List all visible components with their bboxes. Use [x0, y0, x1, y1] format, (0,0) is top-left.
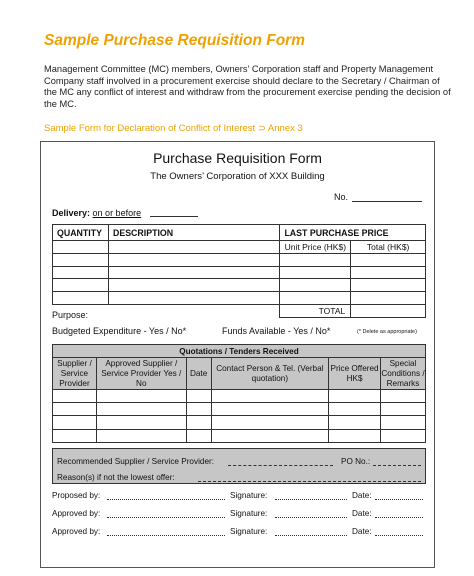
date-header: Date — [186, 358, 211, 390]
approved-by-label: Approved by: — [52, 509, 101, 518]
signature-label: Signature: — [230, 527, 268, 536]
contact-header: Contact Person & Tel. (Verbal quotation) — [211, 358, 329, 390]
table-cell[interactable] — [108, 241, 279, 254]
delivery-field[interactable] — [150, 216, 198, 217]
delivery-label-text: Delivery: — [52, 208, 91, 218]
table-cell[interactable] — [186, 403, 211, 416]
table-cell[interactable] — [380, 416, 425, 429]
remarks-header: Special Conditions / Remarks — [381, 358, 425, 388]
date-field[interactable] — [375, 535, 423, 536]
table-cell[interactable] — [53, 266, 109, 279]
approved-by-field[interactable] — [107, 535, 225, 536]
table-cell[interactable] — [53, 416, 97, 429]
table-row — [53, 266, 426, 279]
table-cell[interactable] — [53, 429, 97, 442]
table-cell[interactable] — [380, 403, 425, 416]
table-cell[interactable] — [280, 253, 351, 266]
purpose-label: Purpose: — [52, 310, 89, 320]
table-cell[interactable] — [351, 279, 426, 292]
po-no-label: PO No.: — [341, 457, 371, 466]
table-cell[interactable] — [96, 403, 186, 416]
total-hk-header: Total (HK$) — [351, 241, 426, 254]
po-no-field[interactable] — [373, 465, 421, 466]
table-cell[interactable] — [96, 416, 186, 429]
table-cell[interactable] — [108, 266, 279, 279]
table-cell[interactable] — [211, 429, 329, 442]
table-cell[interactable] — [280, 266, 351, 279]
table-cell[interactable] — [96, 390, 186, 403]
table-cell[interactable] — [108, 292, 279, 305]
no-label: No. — [334, 192, 349, 202]
table-cell[interactable] — [329, 390, 381, 403]
signature-label: Signature: — [230, 491, 268, 500]
table-cell[interactable] — [53, 241, 109, 254]
budgeted-expenditure: Budgeted Expenditure - Yes / No* — [52, 326, 187, 336]
table-cell[interactable] — [108, 279, 279, 292]
table-cell[interactable] — [380, 429, 425, 442]
table-row — [53, 279, 426, 292]
table-row — [53, 390, 426, 403]
price-header: Price Offered HK$ — [329, 358, 381, 390]
table-cell[interactable] — [380, 390, 425, 403]
date-label: Date: — [352, 527, 372, 536]
table-cell[interactable] — [351, 292, 426, 305]
proposed-by-field[interactable] — [107, 499, 225, 500]
date-field[interactable] — [375, 499, 423, 500]
annex-subheading: Sample Form for Declaration of Conflict of Interest ⊃ Annex 3 — [44, 123, 303, 134]
items-table — [52, 224, 426, 318]
table-cell[interactable] — [53, 253, 109, 266]
approved-by-field[interactable] — [107, 517, 225, 518]
funds-available: Funds Available - Yes / No* — [222, 326, 331, 336]
signature-field[interactable] — [275, 535, 347, 536]
table-cell[interactable] — [96, 429, 186, 442]
table-row — [53, 403, 426, 416]
form-title: Purchase Requisition Form — [153, 150, 322, 166]
signature-field[interactable] — [275, 517, 347, 518]
total-value-cell[interactable] — [351, 304, 426, 317]
form-subtitle: The Owners’ Corporation of XXX Building — [150, 171, 325, 182]
total-label: TOTAL — [280, 304, 351, 317]
intro-paragraph: Management Committee (MC) members, Owners’ Corporation staff and Property Management Company staff involved in a procurement exercise should declare to the Secretary / Chairman of the MC any conflict of interest and withdraw from the procurement exercise pending the decision of the MC. — [44, 64, 451, 109]
delivery-label — [52, 208, 141, 218]
last-price-header: LAST PURCHASE PRICE — [280, 225, 426, 241]
table-cell[interactable] — [351, 266, 426, 279]
table-cell[interactable] — [53, 403, 97, 416]
table-cell[interactable] — [211, 416, 329, 429]
date-label: Date: — [352, 491, 372, 500]
table-row — [53, 292, 426, 305]
table-cell[interactable] — [329, 403, 381, 416]
table-row — [53, 253, 426, 266]
table-cell[interactable] — [280, 279, 351, 292]
table-cell[interactable] — [53, 279, 109, 292]
table-cell[interactable] — [329, 416, 381, 429]
table-cell[interactable] — [186, 390, 211, 403]
quotations-caption: Quotations / Tenders Received — [53, 345, 426, 358]
recommended-supplier-label: Recommended Supplier / Service Provider: — [57, 457, 214, 466]
table-cell[interactable] — [351, 253, 426, 266]
date-label: Date: — [352, 509, 372, 518]
table-row — [53, 416, 426, 429]
table-cell[interactable] — [108, 253, 279, 266]
approved-supplier-header: Approved Supplier / Service Provider Yes / No — [96, 358, 186, 390]
date-field[interactable] — [375, 517, 423, 518]
page-title: Sample Purchase Requisition Form — [44, 32, 305, 49]
signature-field[interactable] — [275, 499, 347, 500]
quantity-header: QUANTITY — [53, 225, 109, 241]
table-cell[interactable] — [53, 390, 97, 403]
table-cell[interactable] — [211, 390, 329, 403]
delivery-value: on or before — [92, 208, 142, 218]
supplier-header: Supplier / Service Provider — [53, 358, 97, 390]
table-cell[interactable] — [329, 429, 381, 442]
table-cell[interactable] — [186, 416, 211, 429]
reasons-field[interactable] — [198, 481, 421, 482]
proposed-by-label: Proposed by: — [52, 491, 101, 500]
empty-cell — [108, 304, 279, 317]
footnote: (* Delete as appropriate) — [357, 329, 417, 335]
approved-by-label: Approved by: — [52, 527, 101, 536]
table-cell[interactable] — [211, 403, 329, 416]
signature-label: Signature: — [230, 509, 268, 518]
table-cell[interactable] — [53, 292, 109, 305]
quotations-table — [52, 344, 426, 443]
table-cell[interactable] — [280, 292, 351, 305]
no-field[interactable] — [352, 201, 422, 202]
reasons-label: Reason(s) if not the lowest offer: — [57, 473, 175, 482]
table-row — [53, 429, 426, 442]
table-cell[interactable] — [186, 429, 211, 442]
description-header: DESCRIPTION — [108, 225, 279, 241]
recommended-supplier-field[interactable] — [228, 465, 333, 466]
unit-price-header: Unit Price (HK$) — [280, 241, 351, 254]
